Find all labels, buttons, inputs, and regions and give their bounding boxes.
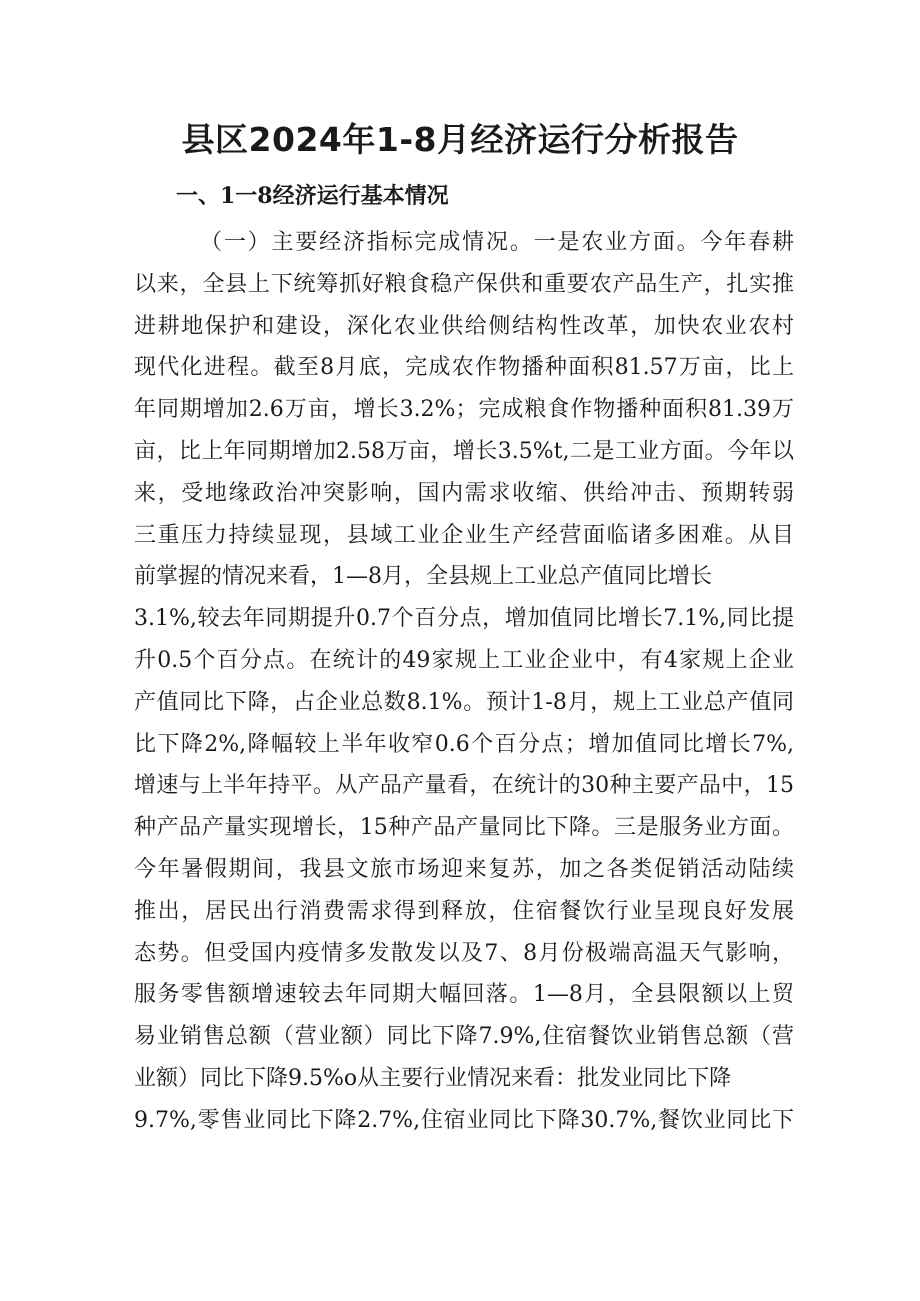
paragraph-line: 3.1%,较去年同期提升0.7个百分点，增加值同比增长7.1%,同比提 [134, 606, 794, 632]
paragraph-line: 现代化进程。截至8月底，完成农作物播种面积81.57万亩，比上 [134, 355, 794, 381]
paragraph-line: 9.7%,零售业同比下降2.7%,住宿业同比下降30.7%,餐饮业同比下 [134, 1107, 794, 1133]
paragraph-line: 亩，比上年同期增加2.58万亩，增长3.5%t,二是工业方面。今年以 [134, 438, 794, 464]
paragraph-line: 升0.5个百分点。在统计的49家规上工业企业中，有4家规上企业 [134, 647, 794, 673]
paragraph-line: 比下降2%,降幅较上半年收窄0.6个百分点；增加值同比增长7%, [134, 731, 794, 757]
paragraph-line: 增速与上半年持平。从产品产量看，在统计的30种主要产品中，15 [134, 773, 794, 799]
paragraph-line: 三重压力持续显现，县域工业企业生产经营面临诸多困难。从目 [134, 522, 794, 548]
paragraph-line: （一）主要经济指标完成情况。一是农业方面。今年春耕 [200, 230, 794, 255]
paragraph-line: 今年暑假期间，我县文旅市场迎来复苏，加之各类促销活动陆续 [134, 856, 794, 882]
paragraph-line: 推出，居民出行消费需求得到释放，住宿餐饮行业呈现良好发展 [134, 898, 794, 924]
paragraph-line: 业额）同比下降9.5%o从主要行业情况来看：批发业同比下降 [134, 1065, 732, 1091]
document-title: 县区2024年1-8月经济运行分析报告 [181, 120, 739, 159]
section-heading: 一、1一8经济运行基本情况 [176, 183, 449, 209]
paragraph-line: 前掌握的情况来看，1—8月，全县规上工业总产值同比增长 [134, 564, 712, 590]
body-paragraph [134, 222, 794, 1142]
paragraph-line: 种产品产量实现增长，15种产品产量同比下降。三是服务业方面。 [134, 815, 794, 841]
paragraph-line: 以来，全县上下统筹抓好粮食稳产保供和重要农产品生产，扎实推 [134, 271, 794, 297]
paragraph-line: 态势。但受国内疫情多发散发以及7、8月份极端高温天气影响， [134, 940, 794, 966]
paragraph-line: 来，受地缘政治冲突影响，国内需求收缩、供给冲击、预期转弱 [134, 480, 794, 506]
paragraph-line: 易业销售总额（营业额）同比下降7.9%,住宿餐饮业销售总额（营 [134, 1024, 794, 1050]
paragraph-line: 产值同比下降，占企业总数8.1%。预计1-8月，规上工业总产值同 [134, 689, 794, 715]
paragraph-line: 服务零售额增速较去年同期大幅回落。1—8月，全县限额以上贸 [134, 982, 794, 1008]
paragraph-line: 进耕地保护和建设，深化农业供给侧结构性改革，加快农业农村 [134, 313, 794, 339]
paragraph-line: 年同期增加2.6万亩，增长3.2%；完成粮食作物播种面积81.39万 [134, 397, 794, 423]
